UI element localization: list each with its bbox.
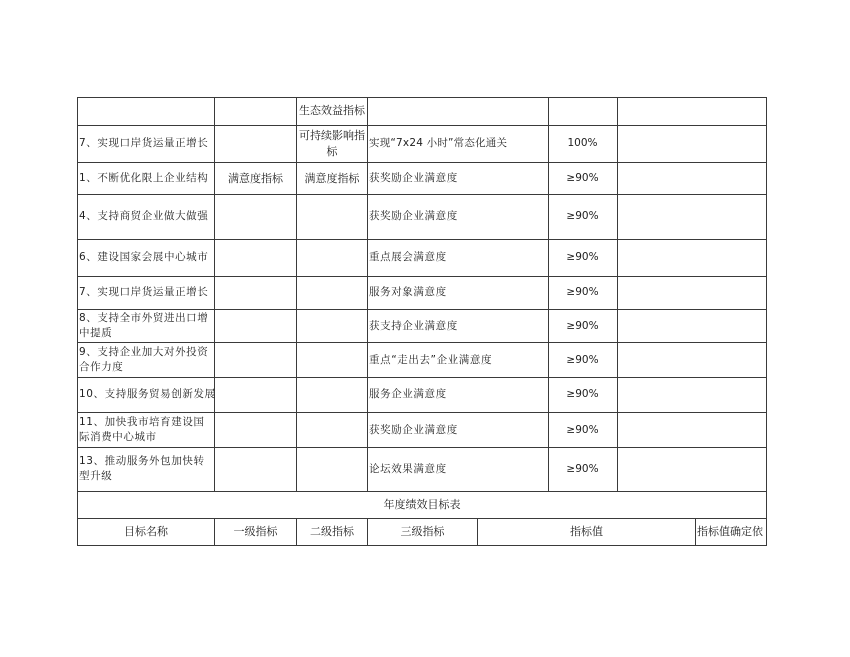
level1-indicator-cell: 满意度指标 [228,172,283,185]
indicator-value-cell: ≥90% [566,286,599,298]
indicator-value-cell: ≥90% [566,354,599,366]
level3-indicator-cell: 重点展会满意度 [369,251,447,263]
level3-indicator-cell: 重点“走出去”企业满意度 [369,354,493,366]
level2-indicator-cell: 生态效益指标 [299,104,365,117]
level2-indicator-cell: 可持续影响指标 [299,129,365,158]
header-level1: 一级指标 [233,525,278,538]
section-title: 年度绩效目标表 [383,498,461,511]
level2-indicator-cell: 满意度指标 [304,172,360,185]
header-level2: 二级指标 [310,525,354,538]
indicator-value-cell: ≥90% [566,210,599,222]
indicator-value-cell: 100% [567,137,598,149]
target-name-cell: 8、支持全市外贸进出口增中提质 [79,312,209,339]
level3-indicator-cell: 获奖励企业满意度 [369,424,458,436]
indicator-value-cell: ≥90% [566,251,599,263]
header-level3: 三级指标 [400,525,445,538]
target-name-cell: 7、实现口岸货运量正增长 [79,286,209,298]
target-name-cell: 10、支持服务贸易创新发展 [79,388,216,400]
target-name-cell: 9、支持企业加大对外投资合作力度 [79,346,209,373]
target-name-cell: 7、实现口岸货运量正增长 [79,137,209,149]
target-name-cell: 6、建设国家会展中心城市 [79,251,209,263]
level3-indicator-cell: 获奖励企业满意度 [369,210,458,222]
indicator-value-cell: ≥90% [566,172,599,184]
target-name-cell: 4、支持商贸企业做大做强 [79,210,209,222]
header-target-name: 目标名称 [124,525,168,538]
target-name-cell: 13、推动服务外包加快转型升级 [79,455,205,482]
header-value: 指标值 [570,525,603,538]
header-basis: 指标值确定依 [697,525,763,538]
level3-indicator-cell: 论坛效果满意度 [369,463,447,475]
indicator-value-cell: ≥90% [566,388,599,400]
level3-indicator-cell: 服务企业满意度 [369,388,447,400]
indicator-value-cell: ≥90% [566,463,599,475]
target-name-cell: 11、加快我市培育建设国际消费中心城市 [79,416,205,443]
indicator-value-cell: ≥90% [566,424,599,436]
level3-indicator-cell: 获支持企业满意度 [369,320,458,332]
level3-indicator-cell: 服务对象满意度 [369,286,447,298]
level3-indicator-cell: 获奖励企业满意度 [369,172,458,184]
target-name-cell: 1、不断优化限上企业结构 [79,172,209,184]
level3-indicator-cell: 实现“7x24 小时”常态化通关 [369,137,508,149]
indicator-value-cell: ≥90% [566,320,599,332]
